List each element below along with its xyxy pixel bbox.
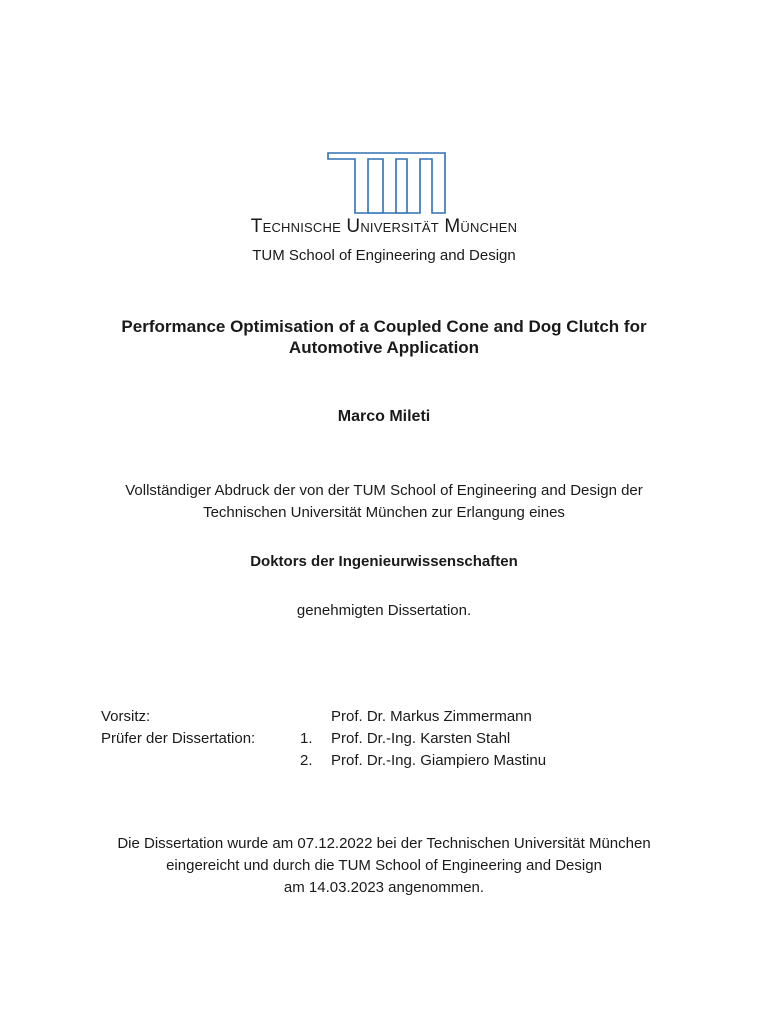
examiner-number: 1. bbox=[300, 730, 313, 747]
submission-statement bbox=[0, 833, 768, 899]
examiner-name: Prof. Dr.-Ing. Karsten Stahl bbox=[331, 730, 511, 747]
chair-name: Prof. Dr. Markus Zimmermann bbox=[331, 708, 532, 725]
abdruck-statement bbox=[0, 480, 768, 524]
school-name: TUM School of Engineering and Design bbox=[252, 247, 516, 264]
examiner-number: 2. bbox=[300, 752, 313, 769]
thesis-title-line-2: Automotive Application bbox=[288, 338, 480, 357]
examiners-label: Prüfer der Dissertation: bbox=[101, 730, 256, 747]
approved-dissertation: genehmigten Dissertation. bbox=[296, 602, 472, 619]
committee-row-examiner-1 bbox=[101, 728, 661, 750]
degree-title: Doktors der Ingenieurwissenschaften bbox=[250, 553, 518, 570]
committee-row-chair bbox=[101, 706, 661, 728]
examination-committee bbox=[101, 706, 661, 772]
submission-line-1: Die Dissertation wurde am 07.12.2022 bei der Technischen Universität München bbox=[117, 835, 651, 852]
submission-line-3: am 14.03.2023 angenommen. bbox=[283, 879, 485, 896]
thesis-title bbox=[0, 316, 768, 358]
submission-line-2: eingereicht und durch die TUM School of Engineering and Design bbox=[166, 857, 602, 874]
abdruck-line-2: Technischen Universität München zur Erlangung eines bbox=[203, 504, 565, 521]
abdruck-line-1: Vollständiger Abdruck der von der TUM School of Engineering and Design der bbox=[125, 482, 643, 499]
examiner-name: Prof. Dr.-Ing. Giampiero Mastinu bbox=[331, 752, 547, 769]
thesis-title-line-1: Performance Optimisation of a Coupled Cone and Dog Clutch for bbox=[121, 317, 647, 336]
author-name: Marco Mileti bbox=[337, 408, 431, 425]
chair-label: Vorsitz: bbox=[101, 708, 151, 725]
tum-logo-icon bbox=[327, 152, 446, 214]
university-name: Technische Universität München bbox=[250, 216, 518, 237]
committee-row-examiner-2 bbox=[101, 750, 661, 772]
